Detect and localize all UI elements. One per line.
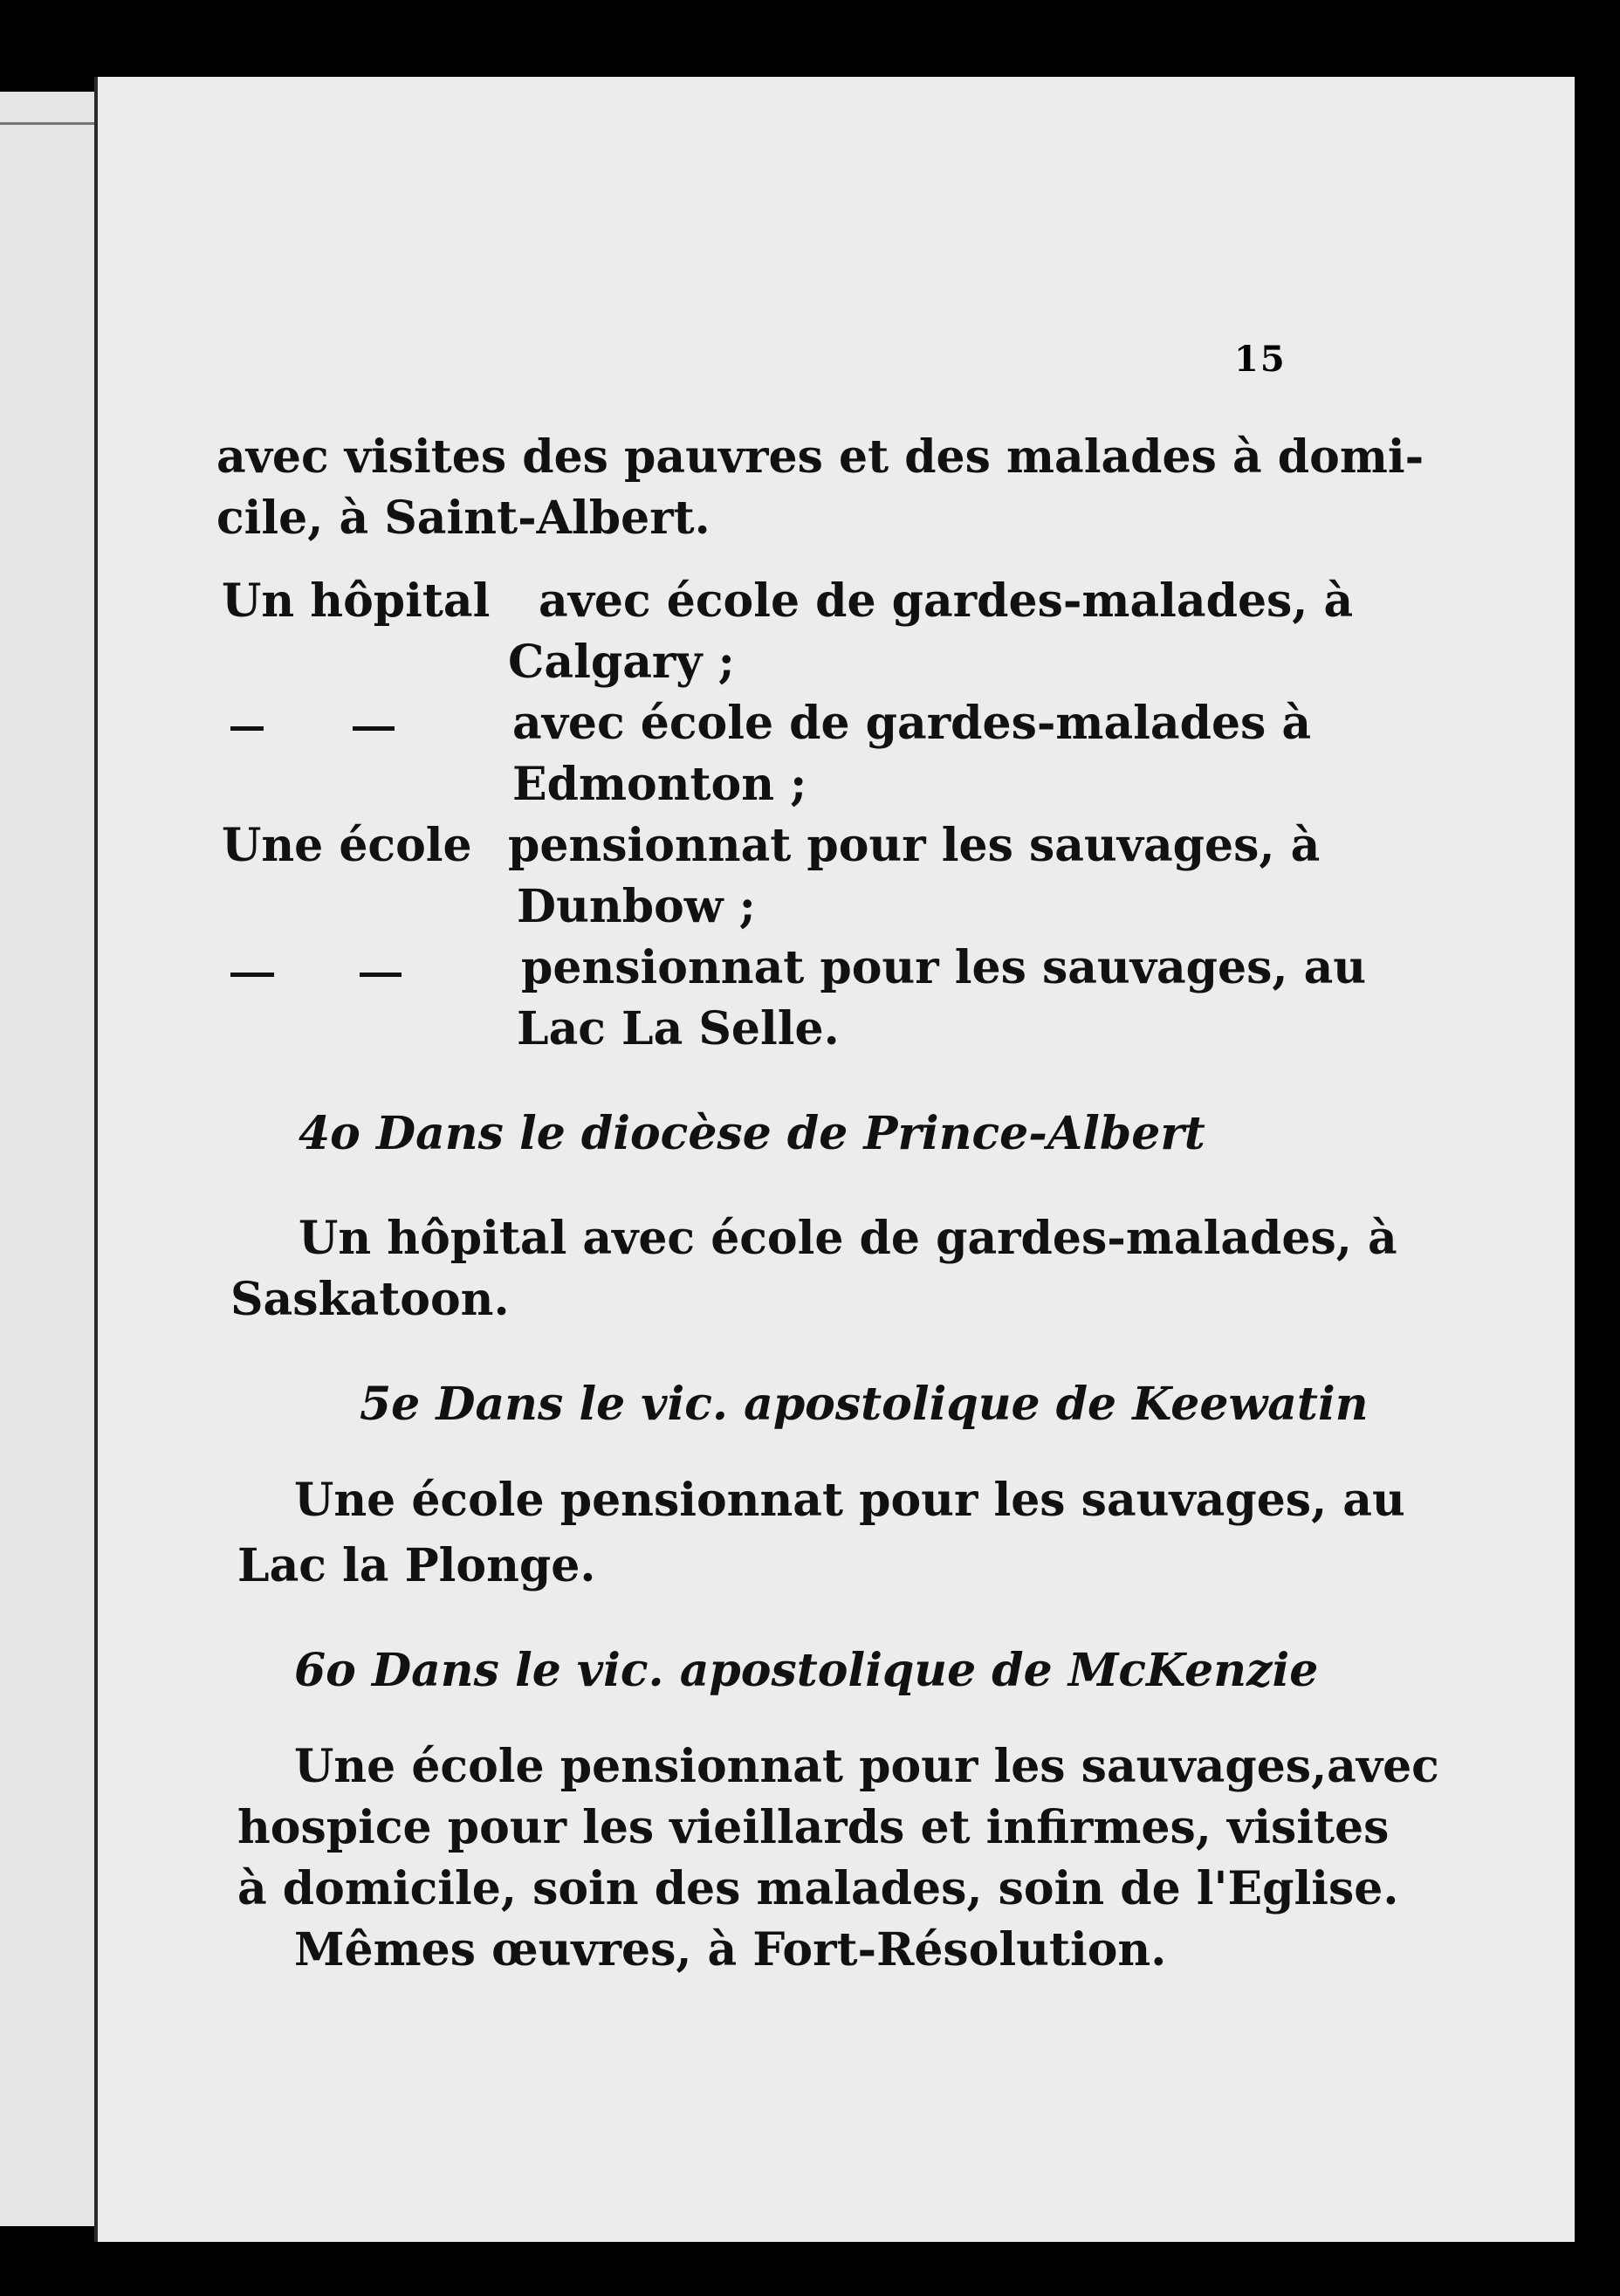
intro-line-1: avec visites des pauvres et des malades à domi- [216, 430, 1424, 484]
section-line: Saskatoon. [230, 1273, 510, 1326]
ditto-dash [353, 726, 395, 731]
list-text: Dunbow ; [517, 880, 756, 933]
section-line: Mêmes œuvres, à Fort-Résolution. [294, 1923, 1167, 1976]
section-line: Une école pensionnat pour les sauvages,avec [294, 1740, 1439, 1793]
intro-line-2: cile, à Saint-Albert. [216, 492, 710, 545]
previous-page-edge [0, 92, 97, 2226]
ditto-marks [222, 697, 328, 750]
section-line: Une école pensionnat pour les sauvages, au [294, 1474, 1405, 1527]
list-text: avec école de gardes-malades, à [539, 574, 1354, 628]
list-label: Un hôpital [222, 574, 491, 628]
list-text: Edmonton ; [512, 758, 807, 811]
list-text: pensionnat pour les sauvages, au [521, 941, 1367, 994]
list-text: avec école de gardes-malades à [512, 697, 1312, 750]
ditto-dash [360, 973, 402, 977]
section-line: à domicile, soin des malades, soin de l'Eglise. [237, 1862, 1399, 1915]
section-heading: 5e Dans le vic. apostolique de Keewatin [360, 1378, 1369, 1431]
section-line: Un hôpital avec école de gardes-malades, à [299, 1212, 1397, 1265]
section-heading: 6o Dans le vic. apostolique de McKenzie [294, 1644, 1319, 1697]
ditto-dash [230, 726, 264, 731]
book-page [94, 77, 1575, 2242]
ditto-marks [222, 941, 328, 994]
section-line: Lac la Plonge. [237, 1539, 596, 1592]
list-text: Lac La Selle. [517, 1002, 840, 1055]
section-line: hospice pour les vieillards et infirmes, visites [237, 1801, 1390, 1854]
list-label: Une école [222, 819, 472, 872]
ditto-dash [230, 973, 274, 977]
list-text: pensionnat pour les sauvages, à [508, 819, 1321, 872]
list-text: Calgary ; [508, 636, 735, 689]
page-number: 15 [1234, 339, 1287, 380]
section-heading: 4o Dans le diocèse de Prince-Albert [299, 1107, 1205, 1160]
